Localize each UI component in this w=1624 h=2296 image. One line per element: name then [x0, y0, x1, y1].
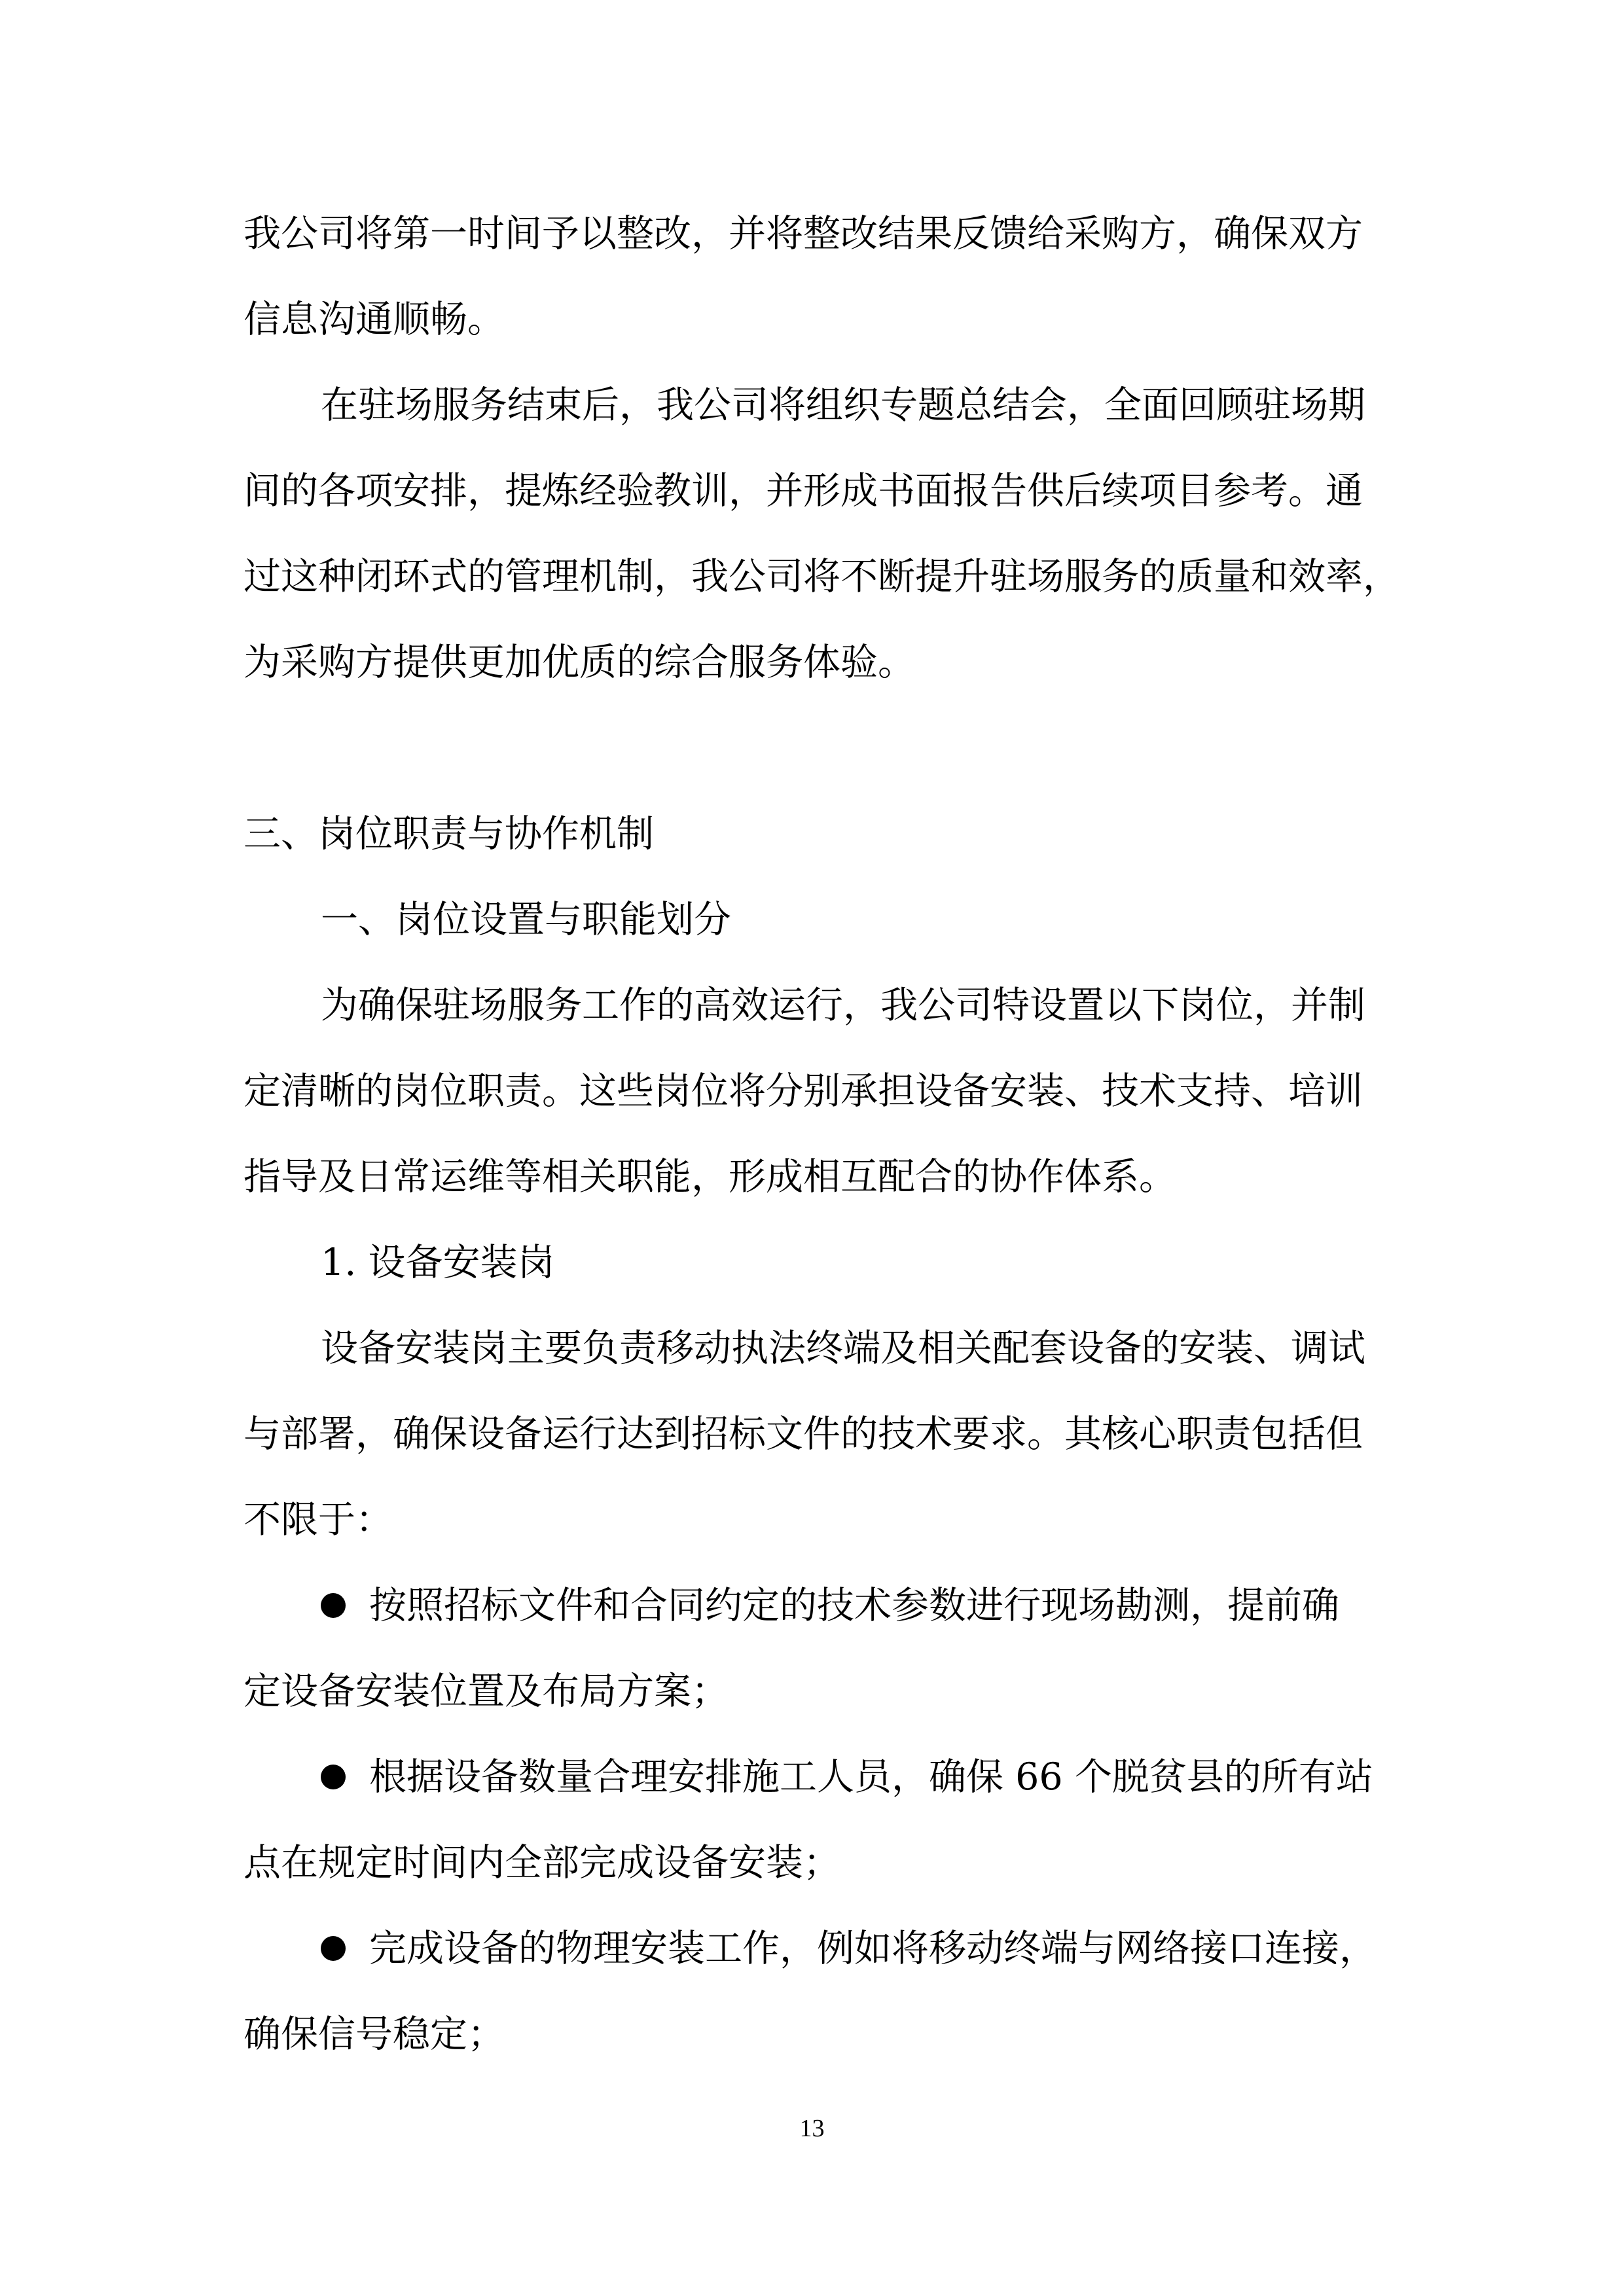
- paragraph-line: 设备安装岗主要负责移动执法终端及相关配套设备的安装、调试: [321, 1327, 1365, 1370]
- page-body: [244, 191, 1400, 2077]
- paragraph-line: 在驻场服务结束后，我公司将组织专题总结会，全面回顾驻场期: [321, 384, 1365, 427]
- page-number: 13: [799, 2115, 825, 2142]
- paragraph-line: 定设备安装位置及布局方案；: [244, 1670, 729, 1713]
- paragraph-line: 不限于：: [244, 1498, 393, 1541]
- bullet-item: [244, 1906, 1396, 1992]
- section-heading: 三、岗位职责与协作机制: [244, 812, 654, 855]
- subsection-heading: 一、岗位设置与职能划分: [321, 898, 731, 941]
- paragraph-line: 确保信号稳定；: [244, 2013, 505, 2056]
- paragraph-line: 我公司将第一时间予以整改，并将整改结果反馈给采购方，确保双方: [244, 212, 1363, 255]
- paragraph-line: 与部署，确保设备运行达到招标文件的技术要求。其核心职责包括但: [244, 1412, 1363, 1456]
- paragraph-line: 间的各项安排，提炼经验教训，并形成书面报告供后续项目参考。通: [244, 469, 1363, 512]
- paragraph-line: 点在规定时间内全部完成设备安装；: [244, 1841, 840, 1884]
- bullet-text: 按照招标文件和合同约定的技术参数进行现场勘测，提前确: [369, 1584, 1339, 1627]
- bullet-icon: [321, 1936, 346, 1961]
- paragraph-line: 过这种闭环式的管理机制，我公司将不断提升驻场服务的质量和效率，: [244, 555, 1400, 598]
- paragraph-line: 为采购方提供更加优质的综合服务体验。: [244, 641, 915, 684]
- bullet-item: [244, 1563, 1396, 1649]
- paragraph-line: 为确保驻场服务工作的高效运行，我公司特设置以下岗位，并制: [321, 984, 1365, 1027]
- bullet-text: 完成设备的物理安装工作，例如将移动终端与网络接口连接，: [369, 1927, 1377, 1970]
- bullet-icon: [321, 1765, 346, 1789]
- bullet-item: [244, 1734, 1396, 1820]
- bullet-text: 根据设备数量合理安排施工人员，确保 66 个脱贫县的所有站: [369, 1755, 1373, 1799]
- paragraph-line: 信息沟通顺畅。: [244, 298, 505, 341]
- bullet-icon: [321, 1593, 346, 1618]
- item-heading: 1. 设备安装岗: [321, 1241, 555, 1284]
- paragraph-line: 定清晰的岗位职责。这些岗位将分别承担设备安装、技术支持、培训: [244, 1069, 1363, 1113]
- paragraph-line: 指导及日常运维等相关职能，形成相互配合的协作体系。: [244, 1155, 1176, 1198]
